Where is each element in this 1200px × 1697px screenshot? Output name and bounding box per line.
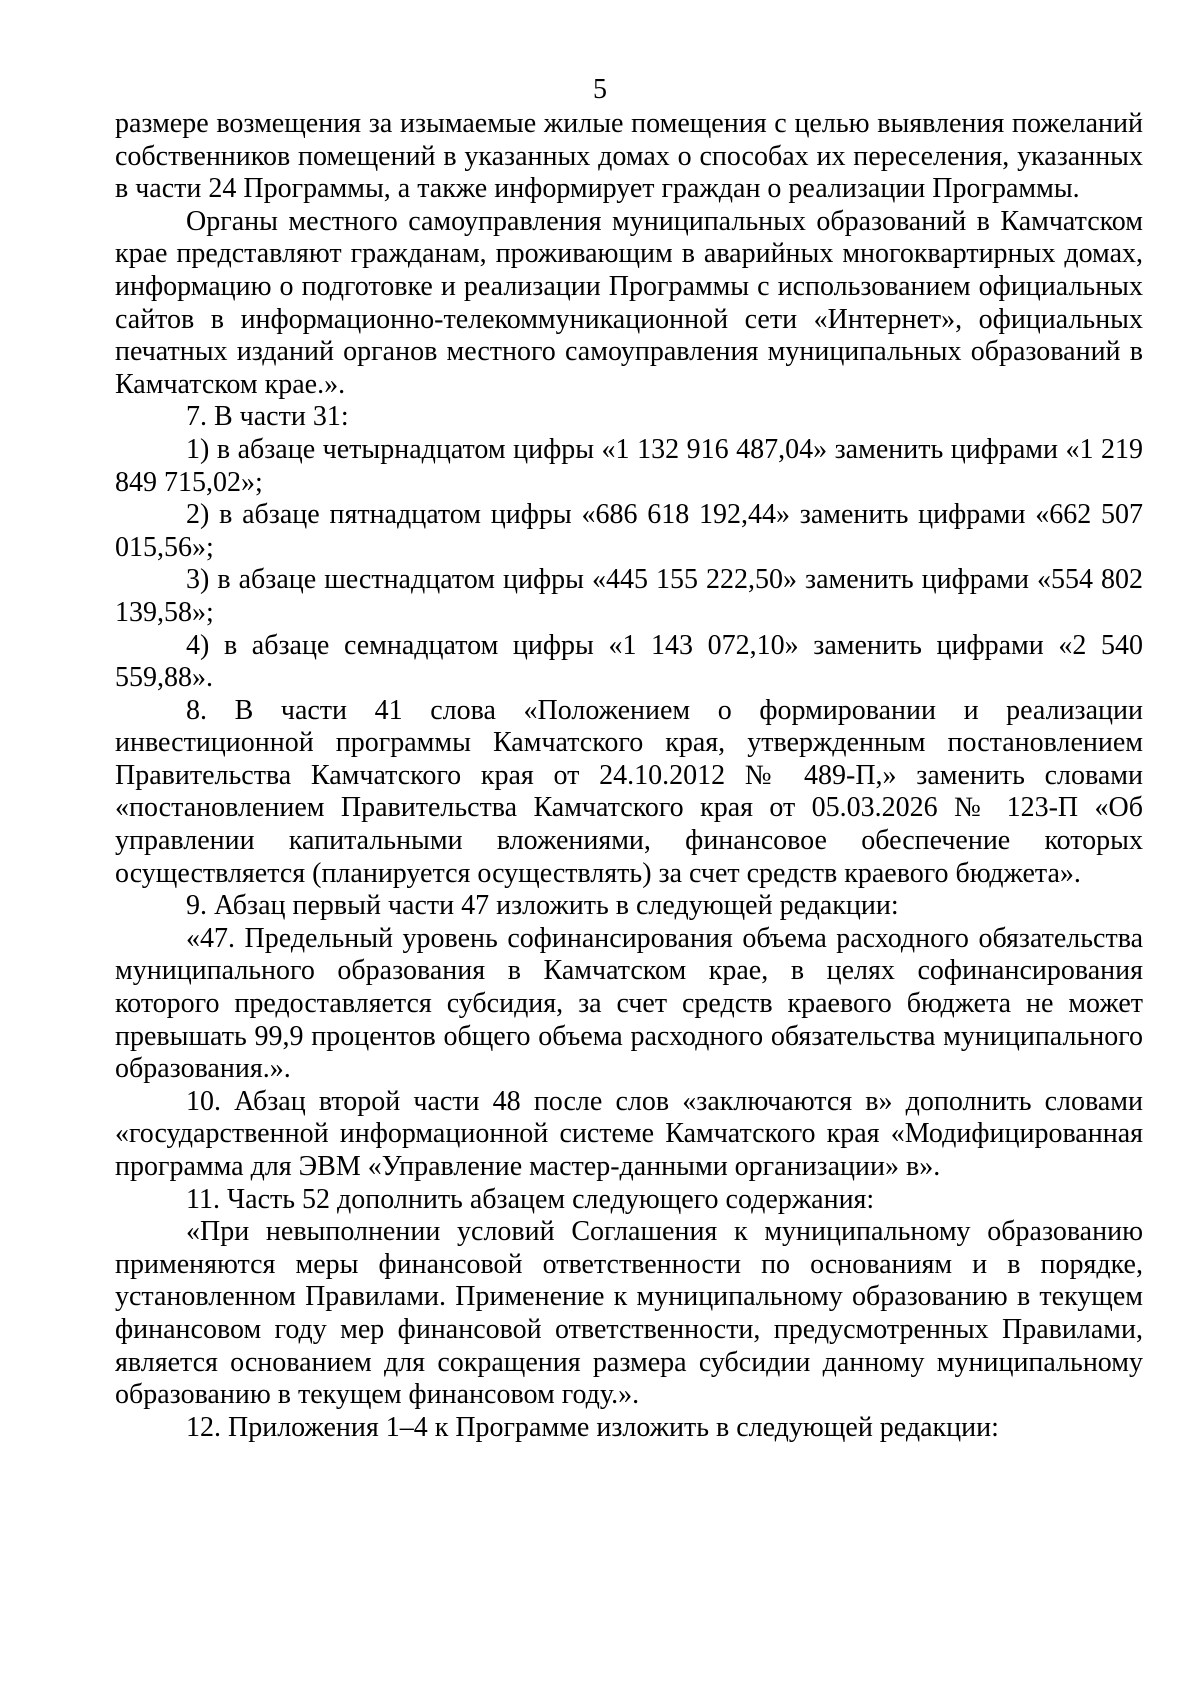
paragraph-item-9: 9. Абзац первый части 47 изложить в следующей редакции: [186,890,899,922]
paragraph-item-11: 11. Часть 52 дополнить абзацем следующего содержания: [186,1183,875,1215]
paragraph-item-7-1: 1) в абзаце четырнадцатом цифры «1 132 916 487,04» заменить цифрами «1 219 849 715,02»; [115,433,1143,498]
paragraph-item-8: 8. В части 41 слова «Положением о формировании и реализации инвестиционной программы Камчатского края, утвержденным постановлением Правительства Камчатского края от 24.10.2012 № 489-П,» заменить словами «постановлением Правительства Камчатского края от 05.03.2026 № 123-П «Об управлении капитальными вложениями, финансовое обеспечение которых осуществляется (планируется осуществлять) за счет средств краевого бюджета». [115,694,1143,889]
paragraph-local-government-info: Органы местного самоуправления муниципальных образований в Камчатском крае представляют гражданам, проживающим в аварийных многоквартирных домах, информацию о подготовке и реализации Программы с использованием официальных сайтов в информационно-телекоммуникационной сети «Интернет», официальных печатных изданий органов местного самоуправления муниципальных образований в Камчатском крае.». [115,205,1143,400]
paragraph-item-10: 10. Абзац второй части 48 после слов «заключаются в» дополнить словами «государственной информационной системе Камчатского края «Модифицированная программа для ЭВМ «Управление мастер-данными организации» в». [115,1085,1143,1182]
paragraph-item-7-2: 2) в абзаце пятнадцатом цифры «686 618 192,44» заменить цифрами «662 507 015,56»; [115,499,1143,563]
paragraph-item-12: 12. Приложения 1–4 к Программе изложить в следующей редакции: [186,1411,999,1443]
document-body [115,108,1143,1444]
paragraph-item-7: 7. В части 31: [186,401,349,433]
page-number: 5 [593,74,607,105]
paragraph-quote-52: «При невыполнении условий Соглашения к муниципальному образованию применяются меры финансовой ответственности по основаниям и в порядке, установленном Правилами. Применение к муниципальному образованию в текущем финансовом году мер финансовой ответственности, предусмотренных Правилами, является основанием для сокращения размера субсидии данному муниципальному образованию в текущем финансовом году.». [115,1216,1143,1411]
paragraph-quote-47: «47. Предельный уровень софинансирования объема расходного обязательства муниципального образования в Камчатском крае, в целях софинансирования которого предоставляется субсидия, за счет средств краевого бюджета не может превышать 99,9 процентов общего объема расходного обязательства муниципального образования.». [115,922,1143,1085]
paragraph-item-7-3: 3) в абзаце шестнадцатом цифры «445 155 222,50» заменить цифрами «554 802 139,58»; [115,564,1143,628]
paragraph-continuation: размере возмещения за изымаемые жилые помещения с целью выявления пожеланий собственников помещений в указанных домах о способах их переселения, указанных в части 24 Программы, а также информирует граждан о реализации Программы. [115,108,1143,205]
paragraph-item-7-4: 4) в абзаце семнадцатом цифры «1 143 072,10» заменить цифрами «2 540 559,88». [115,629,1143,694]
